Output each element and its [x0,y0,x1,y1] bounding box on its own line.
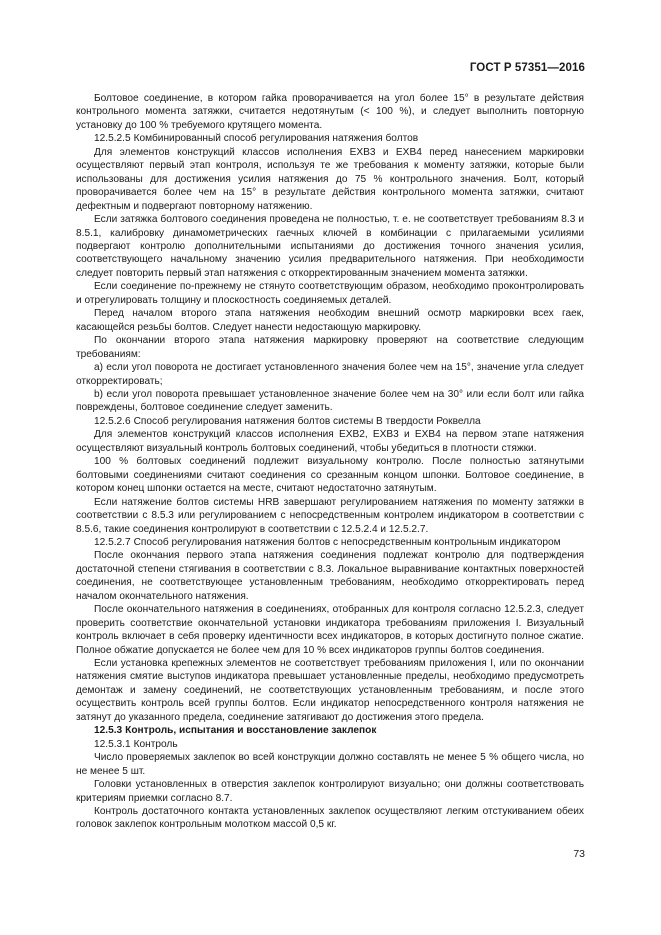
section-heading: 12.5.2.5 Комбинированный способ регулирования натяжения болтов [94,133,419,145]
paragraph: Если установка крепежных элементов не соответствует требованиям приложения I, или по окончании натяжения смятие выступов индикатора превышает установленные пределы, необходимо предусмотреть демонтаж и замену соединений, не соответствующих установленным требованиям, и после этого осуществить контроль всей группы болтов. Если индикатор непосредственного контроля натяжения не затянут до указанного предела, соединение затягивают до достижения этого предела. [76,658,584,723]
section-number: 12.5.2.6 [94,415,131,427]
paragraph: Для элементов конструкций классов исполнения EXB3 и EXB4 перед нанесением маркировки осуществляют первый этап контроля, используя те же требования к моменту затяжки, которые были использованы для достижения усилия натяжения до 75 % контрольного значения. Болт, который проворачивается более чем на 15° в результате действия контрольного момента затяжки, считают дефектным и подвергают повторному натяжению. [76,146,584,212]
paragraph: Если натяжение болтов системы HRB завершают регулированием натяжения по моменту затяжки в соответствии с 8.5.3 или регулированием с непосредственным контролем индикатором в соответствии с 8.5.6, такие соединения контролируют в соответствии с 12.5.2.4 и 12.5.2.7. [76,496,584,535]
section-heading-bold: 12.5.3 Контроль, испытания и восстановление заклепок [94,725,377,737]
paragraph: Если соединение по-прежнему не стянуто соответствующим образом, необходимо проконтролировать и отрегулировать толщину и плоскостность соединяемых деталей. [76,281,584,306]
list-item: b) если угол поворота превышает установленное значение более чем на 30° или если болт или гайка повреждены, болтовое соединение следует заменить. [76,388,584,414]
document-code: ГОСТ Р 57351—2016 [469,62,585,74]
list-item: a) если угол поворота не достигает установленного значения более чем на 15°, значение угла следует откорректировать; [76,362,584,387]
paragraph: Болтовое соединение, в котором гайка проворачивается на угол более 15° в результате действия контрольного момента затяжки, считается недотянутым (< 100 %), и следует выполнить повторную установку до 100 % требуемого крутящего момента. [76,93,584,131]
body-text [76,92,584,832]
paragraph: Контроль достаточного контакта установленных заклепок осуществляют легким отстукиванием обеих головок заклепок контрольным молотком массой 0,5 кг. [76,806,584,831]
section-number: 12.5.2.5 [94,133,131,145]
paragraph: Головки установленных в отверстия заклепок контролируют визуально; они должны соответствовать критериям приемки согласно 8.7. [76,779,584,804]
paragraph: Для элементов конструкций классов исполнения EXB2, EXB3 и EXB4 на первом этапе натяжения осуществляют визуальный контроль болтовых соединений, чтобы убедиться в плотности стяжки. [76,429,584,454]
paragraph: 100 % болтовых соединений подлежит визуальному контролю. После полностью затянутыми болтовыми соединениями считают соединения со срезанным концом шпонки. Болтовое соединение, в котором конец шпонки остается на месте, считают недостаточно затянутым. [76,456,584,495]
paragraph: По окончании второго этапа натяжения маркировку проверяют на соответствие следующим требованиям: [76,335,584,360]
section-number: 12.5.3.1 [94,738,131,750]
page-number: 73 [573,848,585,860]
section-number: 12.5.2.7 [94,536,131,548]
paragraph: Если затяжка болтового соединения проведена не полностью, т. е. не соответствует требованиям 8.3 и 8.5.1, калибровку динамометрических гаечных ключей в комбинации с прилагаемыми усилиями подвергают контролю дополнительными испытаниями до достижения точного значения усилия, соответствующего начальному значению усилия предварительного натяжения. При необходимости следует повторить первый этап натяжения с откорректированным значением момента затяжки. [76,214,584,279]
section-heading: 12.5.2.7 Способ регулирования натяжения болтов с непосредственным контрольным индикатором [94,536,561,548]
paragraph: После окончательного натяжения в соединениях, отобранных для контроля согласно 12.5.2.3, следует проверить соответствие окончательной установки индикатора требованиям приложения I. Визуальный контроль включает в себя проверку идентичности всех индикаторов, в которых достигнуто полное сжатие. Полное обжатие допускается не более чем для 10 % всех индикаторов группы болтов соединения. [76,604,584,656]
paragraph: Число проверяемых заклепок во всей конструкции должно составлять не менее 5 % общего числа, но не менее 5 шт. [76,752,584,777]
paragraph: После окончания первого этапа натяжения соединения подлежат контролю для подтверждения достаточной степени стягивания в соответствии с 8.3. Локальное выравнивание контактных поверхностей соединения, не соответствующее установленным требованиям, необходимо откорректировать перед началом окончательного натяжения. [76,550,584,602]
paragraph: Перед началом второго этапа натяжения необходим внешний осмотр маркировки всех гаек, касающейся резьбы болтов. Следует нанести недостающую маркировку. [76,308,584,333]
section-number: 12.5.3 [94,725,123,737]
section-heading: 12.5.3.1 Контроль [94,738,178,750]
section-heading: 12.5.2.6 Способ регулирования натяжения болтов системы В твердости Роквелла [94,415,481,427]
